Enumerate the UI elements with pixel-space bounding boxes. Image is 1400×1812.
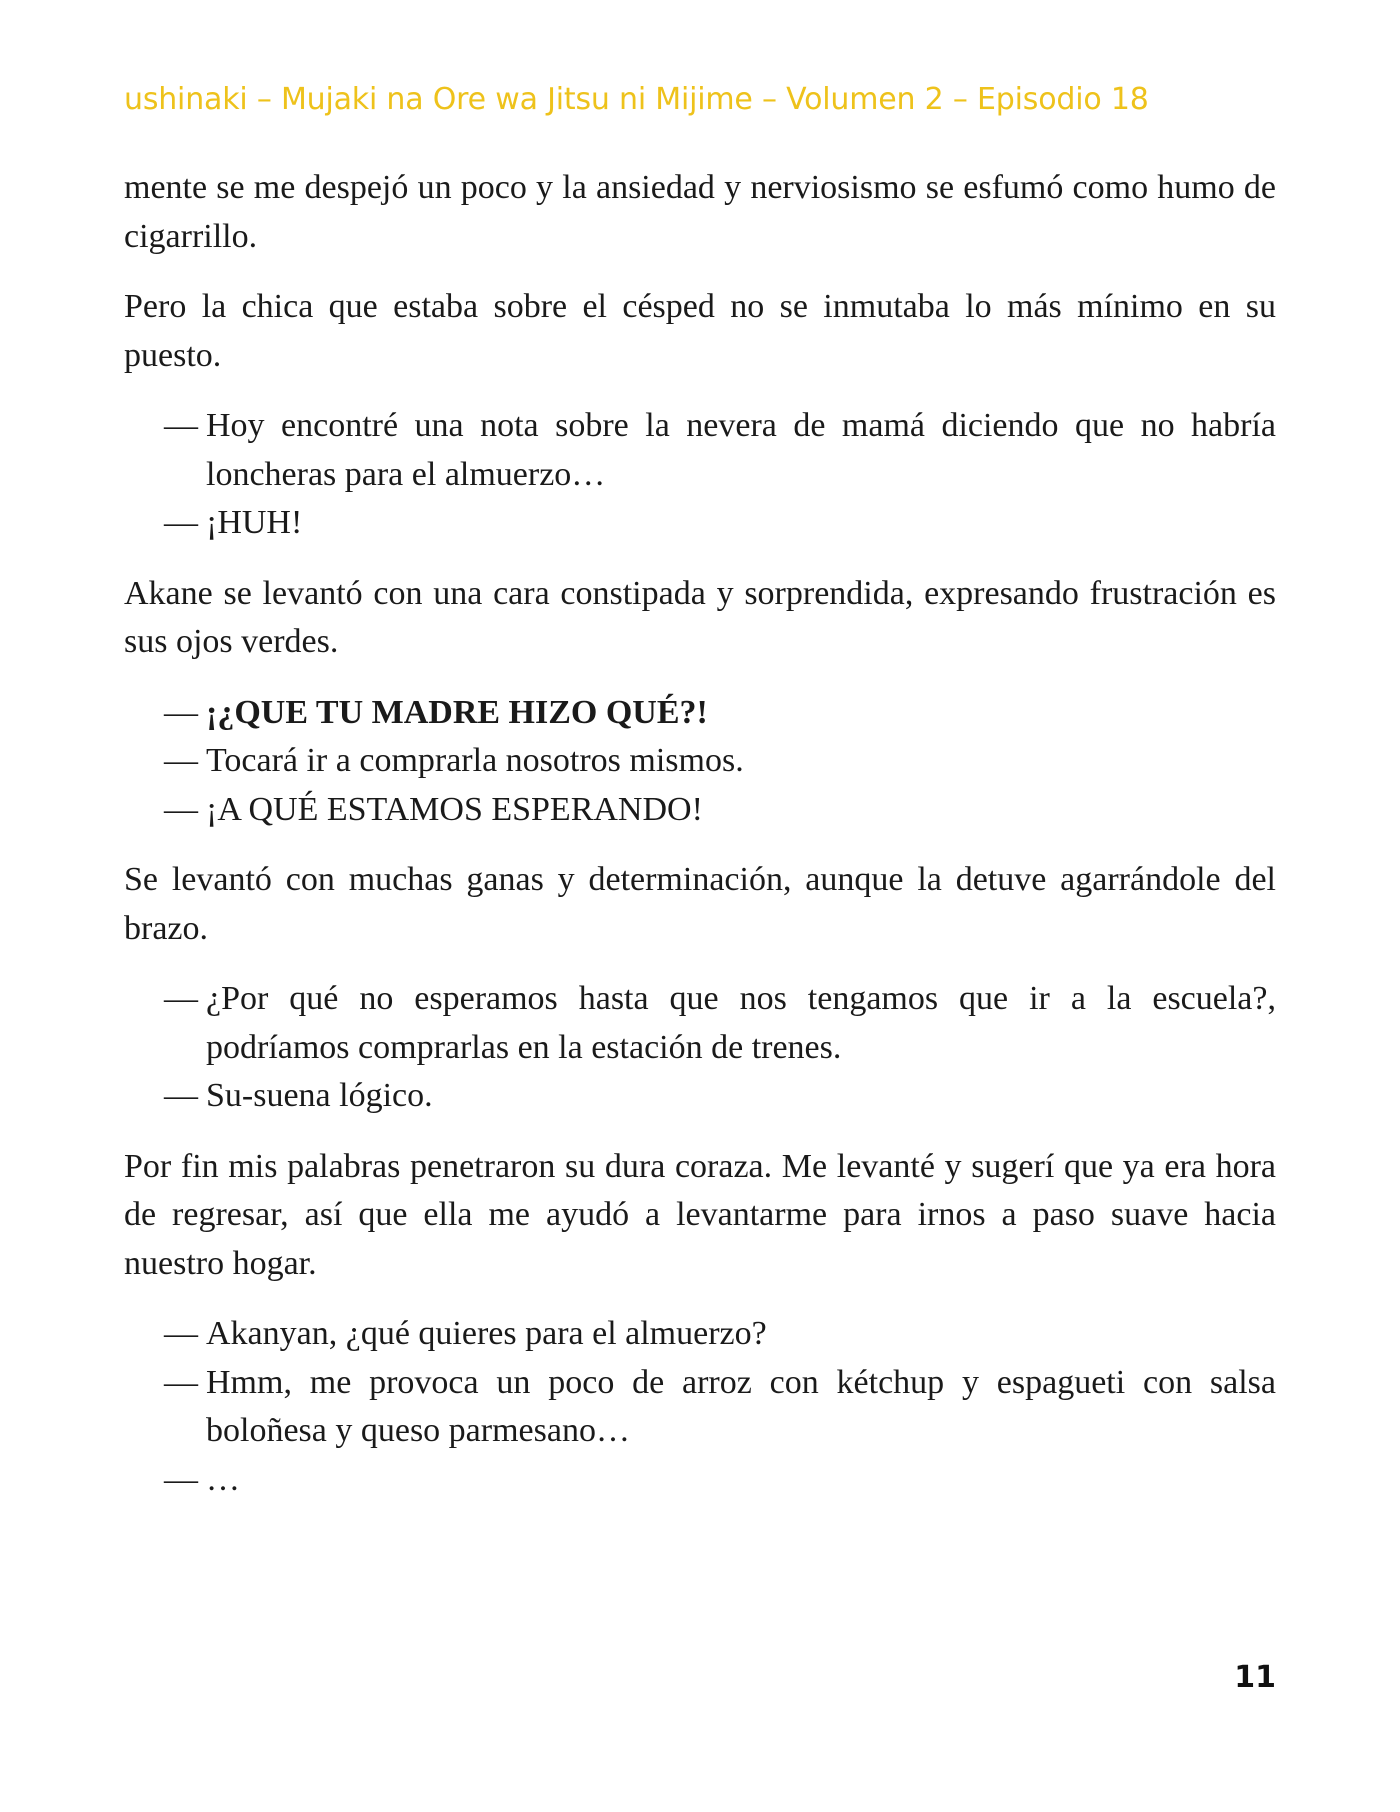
dialogue-dash: — (164, 1460, 198, 1498)
running-header: ushinaki – Mujaki na Ore wa Jitsu ni Mijime – Volumen 2 – Episodio 18 (124, 82, 1149, 117)
paragraph: Pero la chica que estaba sobre el césped no se inmutaba lo más mínimo en su puesto. (124, 288, 1276, 374)
dialogue-dash: — (164, 980, 198, 1017)
dialogue-line (124, 737, 1276, 786)
dialogue-text: … (206, 1460, 240, 1498)
dialogue-line (124, 402, 1276, 499)
dialogue-dash: — (164, 790, 198, 828)
dialogue-dash: — (164, 1315, 198, 1352)
dialogue-dash: — (164, 742, 198, 779)
dialogue-text: Hmm, me provoca un poco de arroz con kétchup y espagueti con salsa boloñesa y queso parmesano… (206, 1363, 1276, 1449)
paragraph: Se levantó con muchas ganas y determinación, aunque la detuve agarrándole del brazo. (124, 861, 1276, 947)
dialogue-text-bold: ¡¿QUE TU MADRE HIZO QUÉ?! (206, 693, 708, 731)
dialogue-line (124, 1359, 1276, 1456)
dialogue-dash: — (164, 1363, 198, 1401)
page-number: 11 (1234, 1660, 1276, 1695)
paragraph: Por fin mis palabras penetraron su dura coraza. Me levanté y sugerí que ya era hora de regresar, así que ella me ayudó a levantarme para irnos a paso suave hacia nuestro hogar. (124, 1147, 1276, 1282)
paragraph: mente se me despejó un poco y la ansiedad y nerviosismo se esfumó como humo de cigarrillo. (124, 169, 1276, 255)
dialogue-dash: — (164, 1077, 198, 1114)
paragraph: Akane se levantó con una cara constipada y sorprendida, expresando frustración es sus ojos verdes. (124, 574, 1276, 660)
dialogue-block (124, 1310, 1276, 1504)
dialogue-line (124, 1310, 1276, 1359)
dialogue-dash: — (164, 504, 198, 541)
dialogue-dash: — (164, 407, 198, 444)
dialogue-block (124, 975, 1276, 1121)
dialogue-line (124, 1072, 1276, 1121)
dialogue-line (124, 1456, 1276, 1505)
dialogue-block (124, 689, 1276, 835)
page-body (124, 164, 1276, 1526)
dialogue-line (124, 786, 1276, 835)
dialogue-block (124, 402, 1276, 548)
dialogue-text: ¿Por qué no esperamos hasta que nos tengamos que ir a la escuela?, podríamos comprarlas en la estación de trenes. (206, 980, 1276, 1066)
dialogue-text: Su-suena lógico. (206, 1077, 433, 1114)
dialogue-text: Tocará ir a comprarla nosotros mismos. (206, 742, 744, 779)
dialogue-text: Hoy encontré una nota sobre la nevera de mamá diciendo que no habría loncheras para el almuerzo… (206, 407, 1276, 493)
dialogue-text: Akanyan, ¿qué quieres para el almuerzo? (206, 1315, 767, 1352)
dialogue-text: ¡A QUÉ ESTAMOS ESPERANDO! (206, 790, 703, 828)
dialogue-line (124, 499, 1276, 548)
dialogue-dash: — (164, 693, 198, 731)
dialogue-text: ¡HUH! (206, 504, 303, 541)
dialogue-line (124, 689, 1276, 738)
dialogue-line (124, 975, 1276, 1072)
